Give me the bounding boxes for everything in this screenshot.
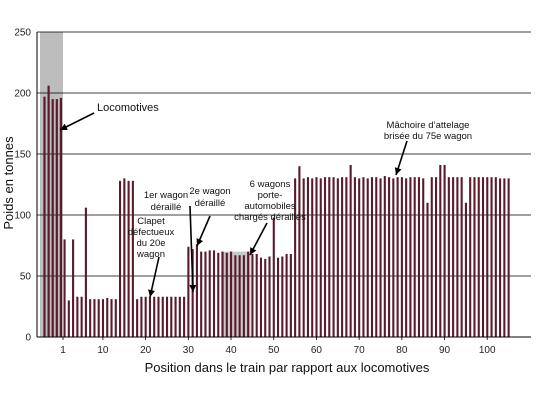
wagon-bar — [157, 297, 159, 337]
wagon-bar — [375, 177, 377, 337]
wagon-bar — [469, 177, 471, 337]
wagon-bar — [448, 177, 450, 337]
wagon-bar — [388, 177, 390, 337]
wagon-bar — [350, 165, 352, 337]
annotation-second-derailed — [189, 186, 230, 209]
wagon-bar — [217, 253, 219, 337]
wagon-bar — [119, 181, 121, 337]
wagon-bar — [452, 177, 454, 337]
wagon-bar — [115, 299, 117, 337]
wagon-bar — [187, 247, 189, 337]
wagon-bar — [264, 259, 266, 337]
wagon-bar — [311, 178, 313, 337]
wagon-bar — [247, 252, 249, 337]
annotation-line: 2e wagon — [189, 186, 231, 197]
wagon-bar — [81, 297, 83, 337]
x-tick-label: 20 — [140, 345, 152, 356]
wagon-bar — [354, 177, 356, 337]
wagon-bar — [110, 299, 112, 337]
y-axis-label: Poids en tonnes — [1, 136, 16, 230]
annotation-coupler — [384, 120, 472, 142]
wagon-bar — [392, 178, 394, 337]
wagon-bar — [371, 177, 373, 337]
wagon-bar — [358, 178, 360, 337]
x-axis-label: Position dans le train par rapport aux locomotives — [144, 360, 430, 375]
wagon-bar — [362, 177, 364, 337]
annotation-locomotives — [97, 102, 159, 114]
wagon-bar — [422, 178, 424, 337]
wagon-bar — [209, 250, 211, 337]
x-tick-label: 40 — [225, 345, 237, 356]
annotation-line: défectueux — [127, 227, 175, 238]
y-tick-label: 250 — [14, 27, 31, 39]
wagon-bar — [499, 178, 501, 337]
wagon-bar — [166, 297, 168, 337]
wagon-bar — [68, 300, 70, 337]
wagon-bar — [243, 255, 245, 337]
wagon-bar — [491, 177, 493, 337]
annotation-line: brisée du 75e wagon — [383, 131, 473, 142]
wagon-bar — [426, 203, 428, 337]
wagon-bar — [367, 178, 369, 337]
x-tick-label: 60 — [310, 345, 322, 356]
wagon-bar — [153, 297, 155, 337]
wagon-bar — [324, 177, 326, 337]
wagon-bar — [333, 177, 335, 337]
wagon-bar — [140, 297, 142, 337]
wagon-bar — [409, 177, 411, 337]
locomotive-bar — [52, 99, 54, 337]
wagon-bar — [435, 177, 437, 337]
annotation-line: déraillé — [150, 202, 182, 213]
x-tick-label: 100 — [478, 345, 496, 356]
x-tick-label: 80 — [396, 345, 408, 356]
wagon-bar — [465, 203, 467, 337]
annotation-line: Clapet — [137, 216, 165, 227]
wagon-bar — [431, 177, 433, 337]
wagon-bar — [281, 256, 283, 337]
wagon-bar — [89, 299, 91, 337]
wagon-bar — [320, 178, 322, 337]
wagon-bar — [478, 177, 480, 337]
wagon-bar — [286, 254, 288, 337]
wagon-bar — [337, 178, 339, 337]
wagon-bar — [405, 178, 407, 337]
wagon-bar — [268, 256, 270, 337]
wagon-bar — [290, 254, 292, 337]
wagon-bar — [401, 177, 403, 337]
wagon-bar — [170, 297, 172, 337]
annotation-line: Mâchoire d’attelage — [386, 120, 470, 131]
wagon-bar — [128, 181, 130, 337]
annotation-line: chargés déraillés — [234, 212, 306, 223]
wagon-bar — [123, 178, 125, 337]
wagon-bar — [503, 178, 505, 337]
wagon-bar — [307, 177, 309, 337]
y-tick-label: 50 — [19, 271, 31, 283]
wagon-bar — [226, 253, 228, 337]
wagon-bar — [256, 254, 258, 337]
wagon-bar — [230, 252, 232, 337]
wagon-bar — [273, 217, 275, 337]
wagon-bar — [72, 239, 74, 337]
x-tick-label: 10 — [97, 345, 109, 356]
wagon-bar — [345, 177, 347, 337]
wagon-bar — [486, 177, 488, 337]
wagon-bar — [136, 299, 138, 337]
wagon-bar — [106, 298, 108, 337]
wagon-bar — [204, 252, 206, 337]
annotation-line: automobiles — [244, 201, 296, 212]
wagon-bar — [200, 252, 202, 337]
wagon-bar — [183, 297, 185, 337]
annotation-line: porte- — [257, 190, 283, 201]
x-tick-label: 1 — [60, 345, 66, 356]
wagon-bar — [239, 255, 241, 337]
annotation-line: déraillé — [194, 198, 226, 209]
annotation-line: 6 wagons — [249, 179, 291, 190]
locomotive-bar — [60, 98, 62, 337]
wagon-bar — [179, 297, 181, 337]
wagon-bar — [341, 177, 343, 337]
wagon-bar — [328, 177, 330, 337]
wagon-bar — [461, 177, 463, 337]
wagon-bar — [162, 297, 164, 337]
wagon-bar — [251, 254, 253, 337]
wagon-bar — [85, 208, 87, 337]
wagon-bar — [102, 299, 104, 337]
wagon-bar — [315, 177, 317, 337]
x-tick-label: 30 — [182, 345, 194, 356]
wagon-bar — [508, 178, 510, 337]
wagon-bar — [379, 178, 381, 337]
y-tick-label: 0 — [25, 332, 31, 344]
annotation-line: du 20e — [136, 238, 166, 249]
y-tick-label: 200 — [14, 88, 31, 100]
wagon-bar — [439, 165, 441, 337]
wagon-bar — [260, 258, 262, 337]
wagon-bar — [145, 297, 147, 337]
wagon-bar — [384, 176, 386, 337]
annotation-line: Locomotives — [97, 102, 159, 114]
wagon-bar — [93, 299, 95, 337]
wagon-bar — [149, 297, 151, 337]
locomotive-bar — [48, 86, 50, 337]
y-tick-label: 100 — [14, 210, 31, 222]
wagon-bar — [196, 244, 198, 337]
locomotive-bar — [43, 97, 45, 337]
wagon-bar — [277, 258, 279, 337]
y-tick-label: 150 — [14, 149, 31, 161]
wagon-bar — [482, 177, 484, 337]
wagon-bar — [221, 252, 223, 337]
wagon-bar — [444, 165, 446, 337]
locomotive-bar — [56, 99, 58, 337]
wagon-bar — [397, 177, 399, 337]
wagon-bar — [414, 177, 416, 337]
annotation-line: wagon — [137, 249, 165, 260]
wagon-bar — [298, 166, 300, 337]
x-tick-label: 70 — [353, 345, 365, 356]
wagon-bar — [456, 177, 458, 337]
wagon-bar — [132, 181, 134, 337]
x-tick-label: 90 — [438, 345, 451, 356]
wagon-bar — [213, 250, 215, 337]
wagon-bar — [495, 177, 497, 337]
annotation-line: 1er wagon — [143, 190, 189, 201]
wagon-bar — [418, 177, 420, 337]
wagon-bar — [64, 239, 66, 337]
wagon-bar — [473, 177, 475, 337]
wagon-bar — [234, 255, 236, 337]
wagon-bar — [98, 299, 100, 337]
wagon-bar — [175, 297, 177, 337]
wagon-bar — [303, 178, 305, 337]
x-tick-label: 50 — [268, 345, 280, 356]
wagon-bar — [76, 297, 78, 337]
